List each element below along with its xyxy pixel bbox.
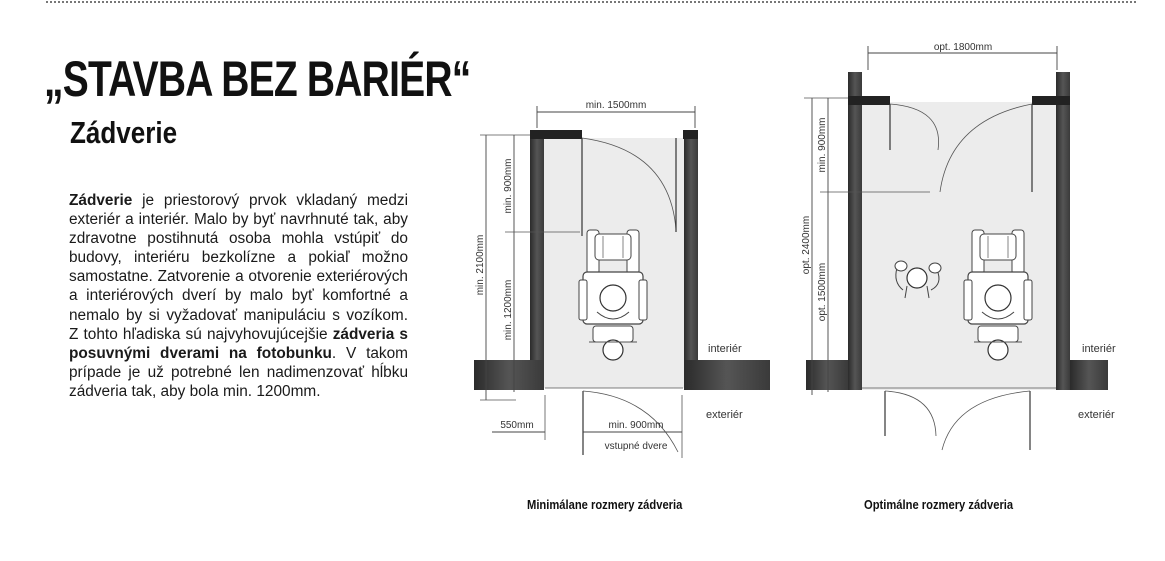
min-upper-label: min. 900mm [503,158,514,214]
min-caption: Minimálane rozmery zádveria [527,497,683,512]
opt-caption: Optimálne rozmery zádveria [864,497,1014,512]
opt-exterior-label: exteriér [1078,409,1115,421]
top-dotted-rule [46,1,1136,3]
opt-vestibule-plan [801,42,1116,450]
section-subtitle: Zádverie [70,115,178,150]
page-title: „STAVBA BEZ BARIÉR“ [44,51,471,107]
opt-interior-label: interiér [1082,343,1116,355]
min-height-label: min. 2100mm [475,234,486,296]
opt-lower-label: opt. 1500mm [817,262,828,322]
min-exterior-label: exteriér [706,409,743,421]
min-right-wall [684,130,698,390]
body-paragraph [69,191,408,401]
opt-height-label: opt. 2400mm [801,215,812,275]
min-lower-label: min. 1200mm [503,279,514,341]
min-vestibule-plan [474,100,770,458]
opt-width-label: opt. 1800mm [933,42,993,53]
opt-right-wall [1056,72,1070,390]
min-width-label: min. 1500mm [585,100,647,111]
emphasis-term: zádveria s posuvnými dverami na fotobunku [69,325,408,362]
vestibule-diagrams [462,30,1162,500]
min-door-width-label: min. 900mm [608,420,664,431]
min-interior-label: interiér [708,343,742,355]
min-side-label: 550mm [500,420,534,431]
body-text-part-1: je priestorový prvok vkladaný medzi exteriér a interiér. Malo by byť navrhnuté tak, aby zdravotne postihnutá osoba mohla vstúpiť do budovy, interiéru bezkolízne a pokiaľ možno samostatne. Zatvorenie a otvorenie exteriérových a interiérových dverí by malo byť komfortné a nemalo by si vyžadovať manipuláciu s vozíkom. Z tohto hľadiska sú najvyhovujúcejšie [69,192,408,343]
body-text-part-2: . V takom prípade je už potrebné len nadimenzovať hĺbku zádveria tak, aby bola min. 1200mm. [69,344,408,400]
min-door-label: vstupné dvere [604,441,668,452]
lead-term: Zádverie [69,192,133,209]
opt-left-wall [848,72,862,390]
opt-upper-label: min. 900mm [817,117,828,173]
min-left-wall [530,130,544,390]
